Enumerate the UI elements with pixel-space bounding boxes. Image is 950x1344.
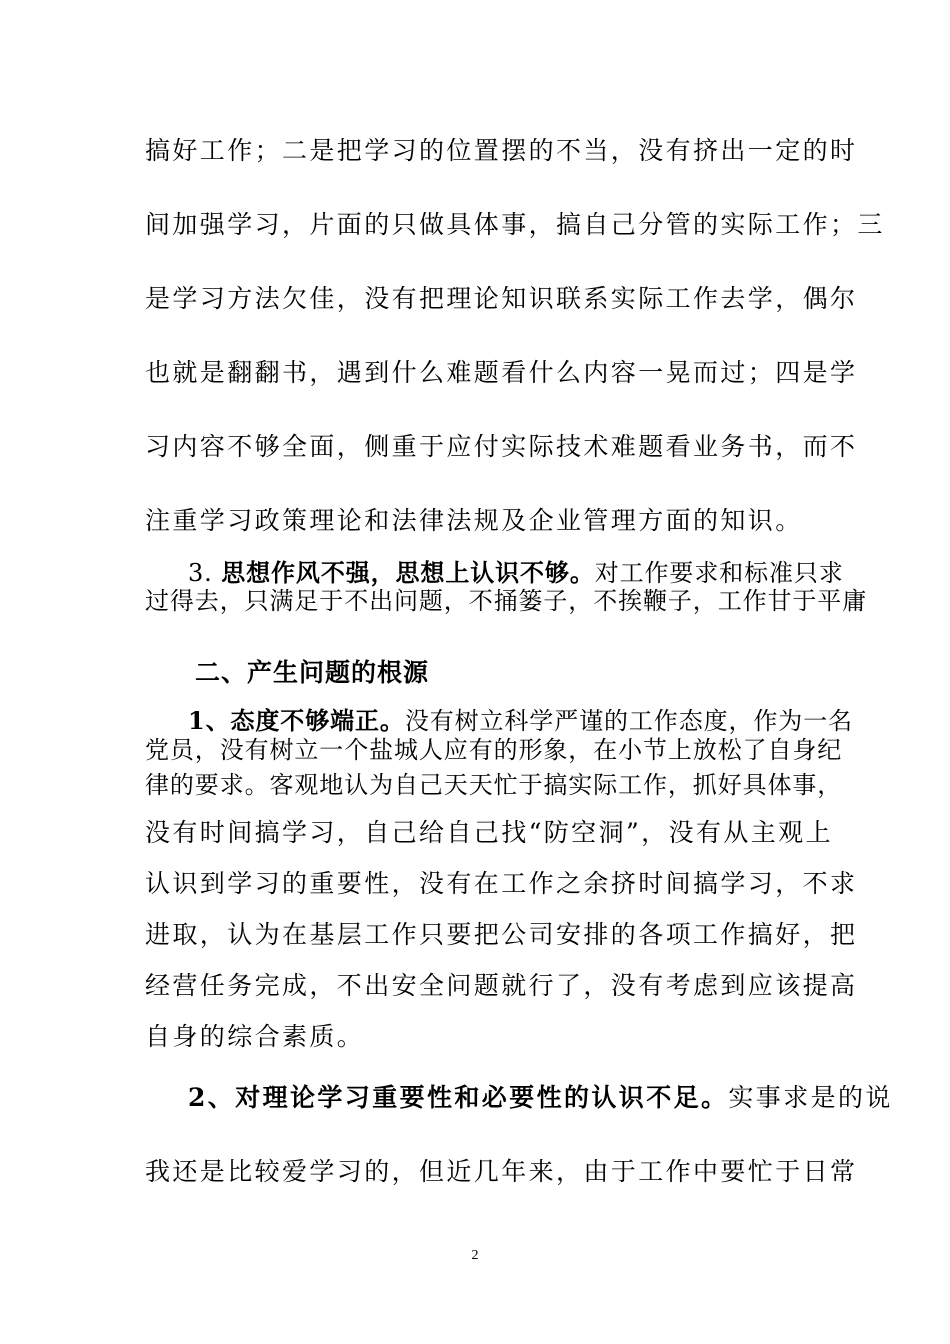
- paragraph-line: 是学习方法欠佳，没有把理论知识联系实际工作去学，偶尔: [145, 284, 858, 313]
- cause-title: 2、对理论学习重要性和必要性的认识不足。: [188, 1083, 729, 1112]
- item-number: 3.: [188, 559, 213, 587]
- cause-1-first-line: [188, 706, 854, 736]
- paragraph-line: 间加强学习，片面的只做具体事，搞自己分管的实际工作；三: [145, 210, 885, 239]
- item-3-first-line: [188, 558, 848, 588]
- cause-title: 1、态度不够端正。: [188, 706, 405, 735]
- cause-text: 没有树立科学严谨的工作态度，作为一名: [404, 707, 854, 735]
- paragraph-line: 没有时间搞学习，自己给自己找“防空洞”，没有从主观上: [145, 818, 833, 847]
- paragraph-line: 过得去，只满足于不出问题，不捅篓子，不挨鞭子，工作甘于平庸: [145, 587, 868, 615]
- paragraph-line: 搞好工作；二是把学习的位置摆的不当，没有挤出一定的时: [145, 136, 858, 165]
- paragraph-line: 进取，认为在基层工作只要把公司安排的各项工作搞好，把: [145, 920, 858, 949]
- paragraph-line: 党员，没有树立一个盐城人应有的形象，在小节上放松了自身纪: [145, 736, 843, 764]
- paragraph-line: 自身的综合素质。: [145, 1022, 365, 1051]
- section-heading: 二、产生问题的根源: [195, 658, 430, 687]
- paragraph-line: 注重学习政策理论和法律法规及企业管理方面的知识。: [145, 506, 803, 535]
- item-title: 思想作风不强，思想上认识不够。: [221, 558, 595, 587]
- page-number: 2: [471, 1248, 479, 1263]
- cause-2-first-line: [188, 1083, 893, 1113]
- paragraph-line: 也就是翻翻书，遇到什么难题看什么内容一晃而过；四是学: [145, 358, 858, 387]
- paragraph-line: 习内容不够全面，侧重于应付实际技术难题看业务书，而不: [145, 432, 858, 461]
- paragraph-line: 经营任务完成，不出安全问题就行了，没有考虑到应该提高: [145, 971, 858, 1000]
- cause-text: 实事求是的说: [728, 1083, 893, 1112]
- item-text: 对工作要求和标准只求: [594, 559, 844, 587]
- paragraph-line: 认识到学习的重要性，没有在工作之余挤时间搞学习，不求: [145, 869, 858, 898]
- paragraph-line: 律的要求。客观地认为自己天天忙于搞实际工作，抓好具体事，: [145, 771, 843, 799]
- paragraph-line: 我还是比较爱学习的，但近几年来，由于工作中要忙于日常: [145, 1157, 858, 1186]
